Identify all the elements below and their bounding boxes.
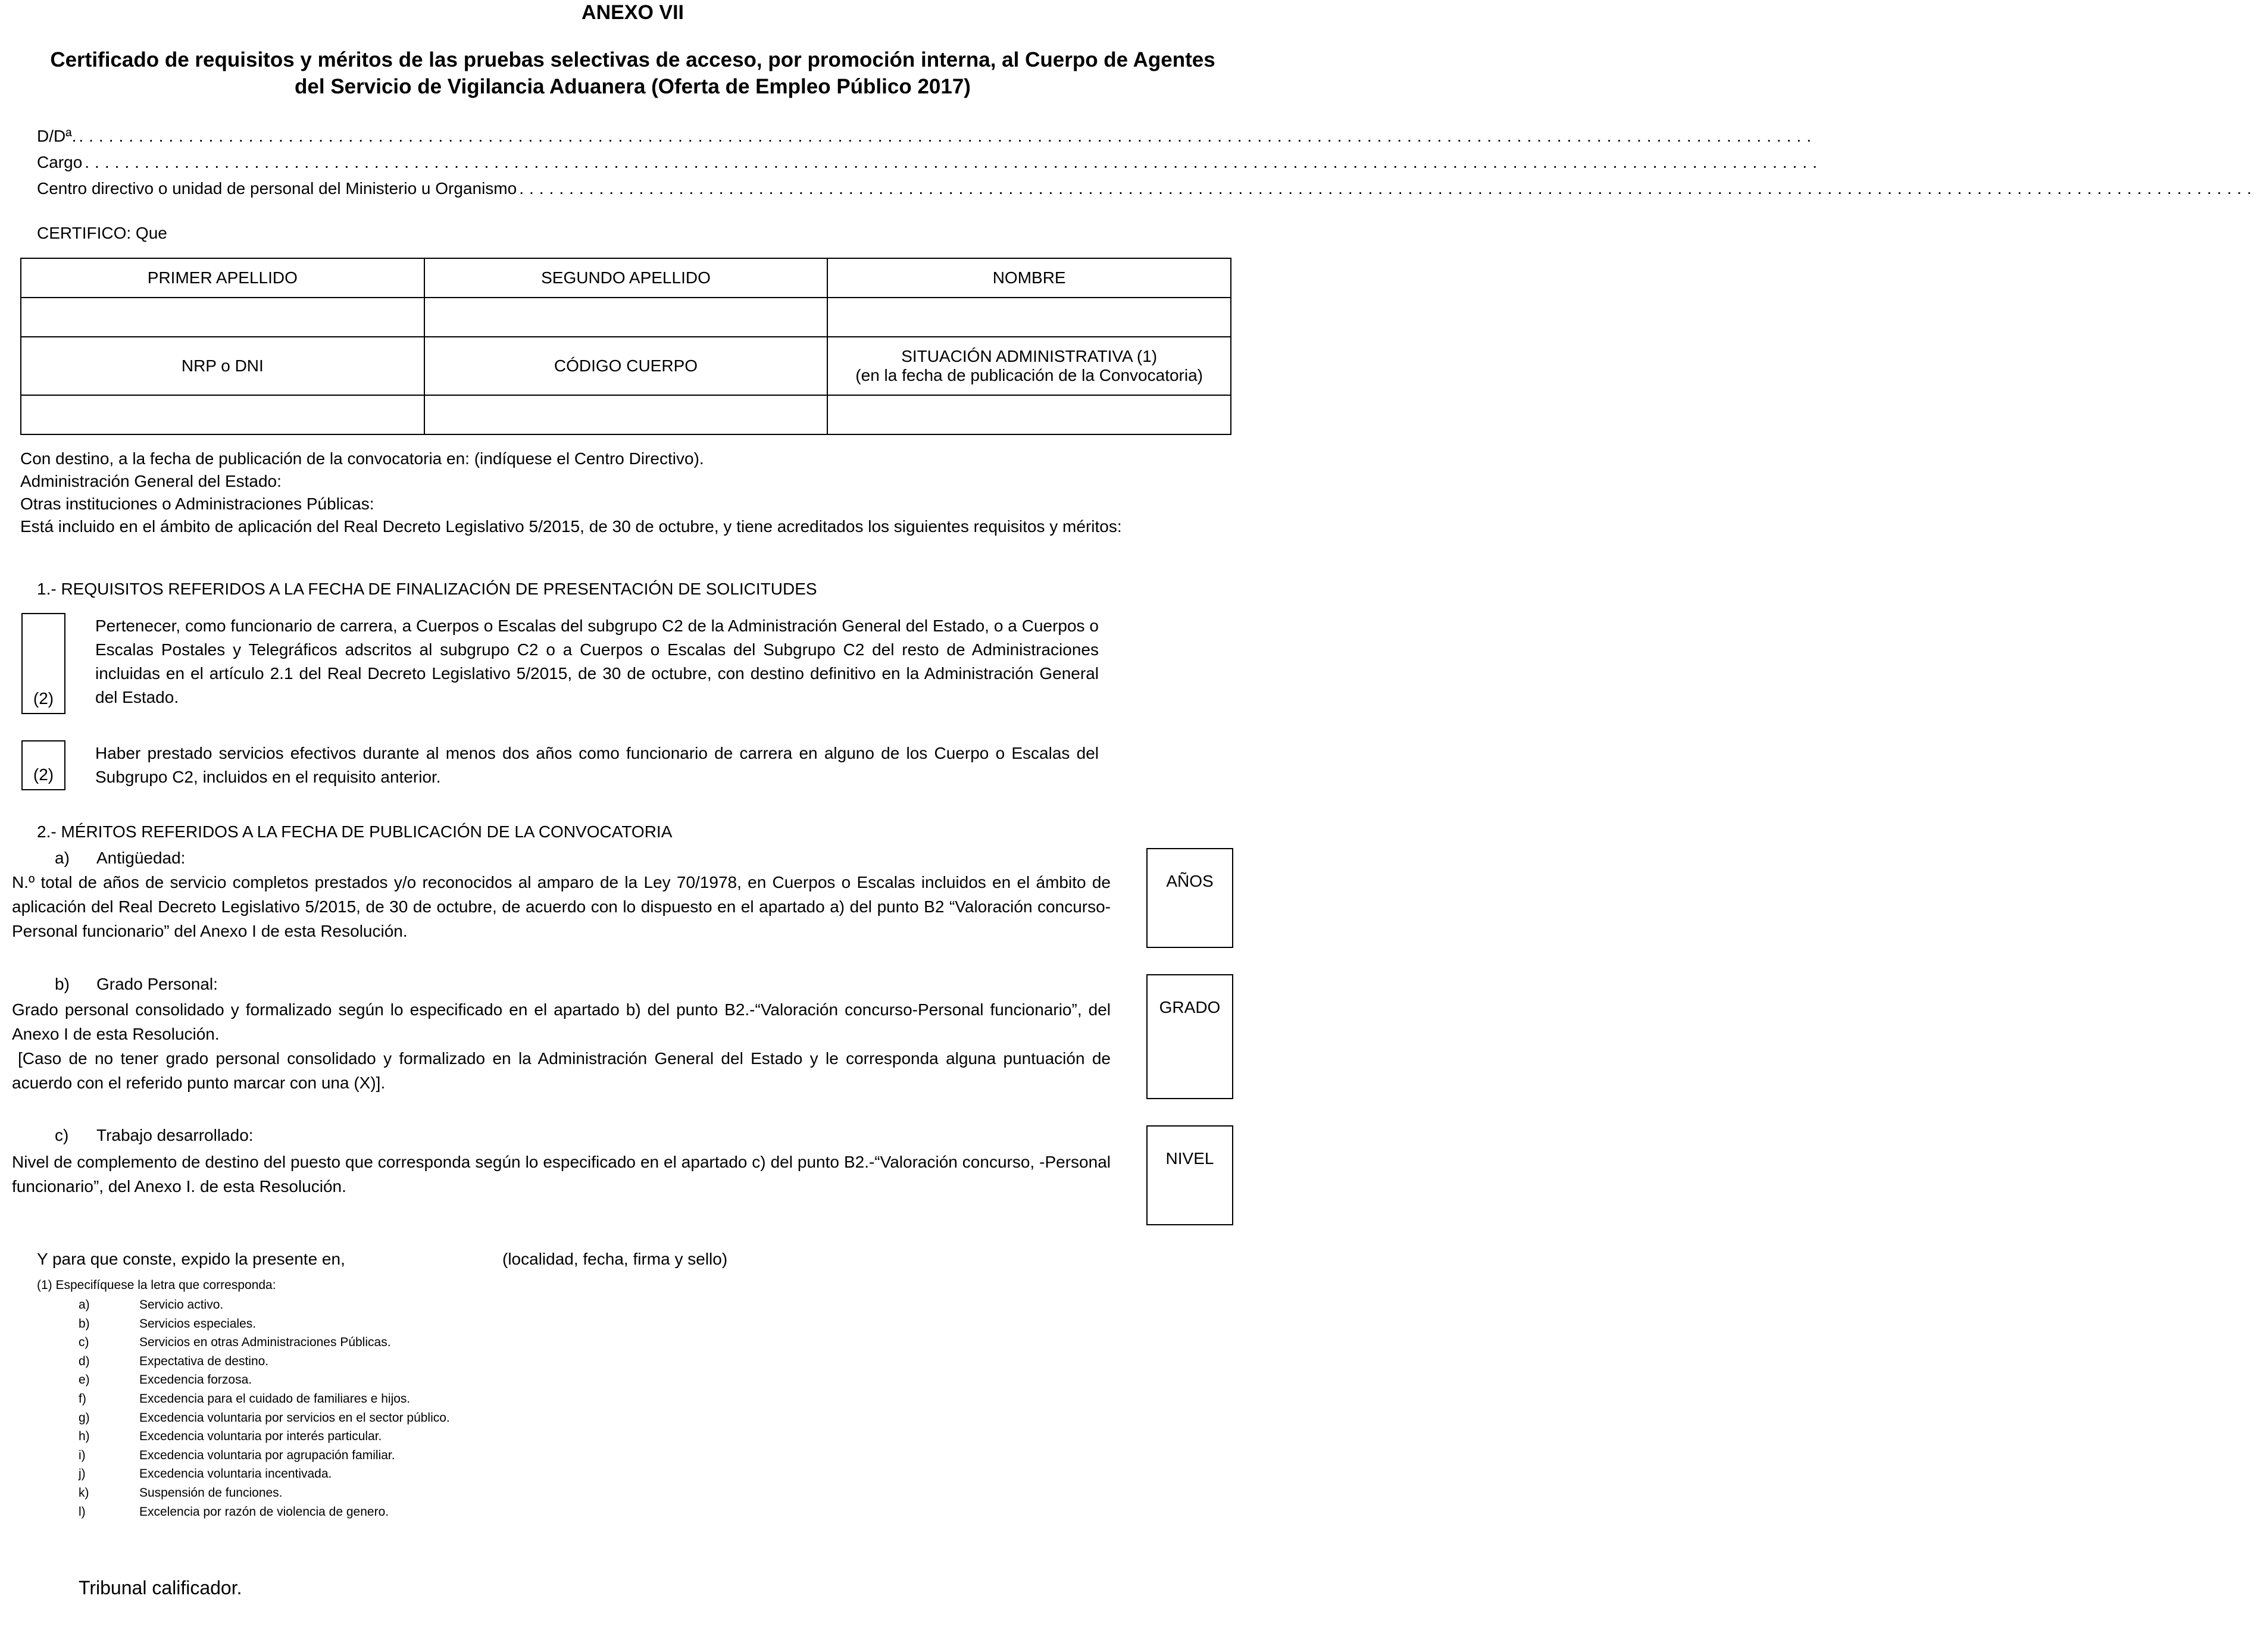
footnote-letter: d)	[79, 1354, 90, 1368]
footnote-text: Servicios especiales.	[139, 1316, 257, 1331]
merit-b-text2: [Caso de no tener grado personal consolidado y formalizado en la Administración General del Estado y le corresponda alguna puntuación de acuerdo con el referido punto marcar con una (X)].	[12, 1049, 1111, 1092]
section2-title: 2.- MÉRITOS REFERIDOS A LA FECHA DE PUBLICACIÓN DE LA CONVOCATORIA	[37, 822, 673, 841]
footnote-letter: b)	[79, 1316, 90, 1331]
footnote-letter: f)	[79, 1391, 86, 1406]
field-name-label: D/Dª.	[37, 127, 77, 145]
merit-b-text1: Grado personal consolidado y formalizado según lo especificado en el apartado b) del punto B2.-“Valoración concurso-Personal funcionario”, del Anexo I de esta Resolución.	[12, 1000, 1111, 1043]
merit-b-letter: b)	[55, 975, 70, 993]
footnote-letter: j)	[79, 1467, 86, 1481]
merit-c-text: Nivel de complemento de destino del puesto que corresponda según lo especificado en el apartado c) del punto B2.-“Valoración concurso, -Personal funcionario”, del Anexo I. de esta Resolución.	[12, 1153, 1111, 1196]
footnote-letter: h)	[79, 1429, 90, 1444]
footnote-title: (1) Especifíquese la letra que corresponda:	[37, 1278, 276, 1292]
footnote-item	[37, 1409, 450, 1428]
footnote-letter: l)	[79, 1504, 86, 1519]
situacion-line1: SITUACIÓN ADMINISTRATIVA (1)	[901, 347, 1158, 365]
field-name[interactable]	[37, 126, 1817, 152]
footnote-text: Excedencia forzosa.	[139, 1373, 252, 1387]
footnote-letter: g)	[79, 1410, 90, 1425]
footnote-item	[37, 1465, 450, 1484]
merit-c-letter: c)	[55, 1126, 69, 1144]
merit-a-letter: a)	[55, 849, 70, 867]
footnote-item	[37, 1447, 450, 1466]
footnote-item	[37, 1334, 450, 1353]
footnote-letter: e)	[79, 1373, 90, 1387]
footnote-item	[37, 1503, 450, 1522]
grado-box[interactable]: GRADO	[1146, 974, 1233, 1099]
merit-c-label: Trabajo desarrollado:	[96, 1126, 254, 1144]
merit-a-text: N.º total de años de servicio completos prestados y/o reconocidos al amparo de la Ley 70/1978, en Cuerpos o Escalas incluidos en el ámbito de aplicación del Real Decreto Legislativo 5/2015, de 30 de octubre, de acuerdo con lo dispuesto en el apartado a) del punto B2 “Valoración concurso-Personal funcionario” del Anexo I de esta Resolución.	[12, 873, 1111, 940]
field-centro-label: Centro directivo o unidad de personal del Ministerio u Organismo	[37, 179, 517, 198]
footnote-text: Excedencia voluntaria incentivada.	[139, 1467, 332, 1481]
header-primer-apellido: PRIMER APELLIDO	[21, 258, 424, 298]
footnote-text: Servicios en otras Administraciones Públicas.	[139, 1335, 391, 1350]
footnote-letter: k)	[79, 1485, 89, 1500]
footnote-text: Servicio activo.	[139, 1298, 224, 1312]
requirement1-text: Pertenecer, como funcionario de carrera, a Cuerpos o Escalas del subgrupo C2 de la Administración General del Estado, o a Cuerpos o Escalas Postales y Telegráficos adscritos al subgrupo C2 o a Cuerpos o Escalas del Subgrupo C2 del resto de Administraciones incluidas en el artículo 2.1 del Real Decreto Legislativo 5/2015, de 30 de octubre, con destino definitivo en la Administración General del Estado.	[95, 617, 1099, 706]
footnote-item	[37, 1428, 450, 1447]
footnote-item	[37, 1353, 450, 1372]
footnotes	[37, 1278, 450, 1522]
requirement1-checkbox[interactable]: (2)	[21, 613, 65, 714]
requirement2-text: Haber prestado servicios efectivos durante al menos dos años como funcionario de carrera en alguno de los Cuerpo o Escalas del Subgrupo C2, incluidos en el requisito anterior.	[95, 744, 1099, 786]
destino-block	[20, 448, 1122, 538]
header-segundo-apellido: SEGUNDO APELLIDO	[424, 258, 828, 298]
footnote-text: Excelencia por razón de violencia de genero.	[139, 1504, 389, 1519]
tribunal-label: Tribunal calificador.	[79, 1577, 242, 1598]
header-nrp-dni: NRP o DNI	[21, 337, 424, 395]
section1-title: 1.- REQUISITOS REFERIDOS A LA FECHA DE FINALIZACIÓN DE PRESENTACIÓN DE SOLICITUDES	[37, 580, 817, 598]
header-codigo-cuerpo: CÓDIGO CUERPO	[424, 337, 828, 395]
merit-a-label: Antigüedad:	[96, 849, 186, 867]
footnote-item	[37, 1371, 450, 1390]
destino-line2: Administración General del Estado:	[20, 472, 282, 490]
field-cargo[interactable]	[37, 152, 1823, 178]
field-cargo-label: Cargo	[37, 153, 83, 171]
cell-primer-apellido[interactable]	[21, 298, 424, 337]
annex-title: ANEXO VII	[582, 1, 684, 24]
footnote-letter: i)	[79, 1448, 86, 1462]
footnote-text: Excedencia para el cuidado de familiares e hijos.	[139, 1391, 411, 1406]
footnote-text: Excedencia voluntaria por agrupación familiar.	[139, 1448, 395, 1462]
footnote-text: Expectativa de destino.	[139, 1354, 269, 1368]
destino-line1: Con destino, a la fecha de publicación de la convocatoria en: (indíquese el Centro Directivo).	[20, 449, 704, 468]
situacion-line2: (en la fecha de publicación de la Convocatoria)	[855, 366, 1203, 384]
cell-nrp-dni[interactable]	[21, 395, 424, 434]
destino-line4: Está incluido en el ámbito de aplicación del Real Decreto Legislativo 5/2015, de 30 de octubre, y tiene acreditados los siguientes requisitos y méritos:	[20, 517, 1122, 536]
header-situacion-administrativa	[827, 337, 1231, 395]
field-name-dots: ..............................................................................................................................................................................	[79, 127, 1817, 145]
cell-situacion[interactable]	[827, 395, 1231, 434]
footnote-letter: c)	[79, 1335, 89, 1350]
field-cargo-dots: ..............................................................................................................................................................................	[85, 153, 1823, 171]
field-centro[interactable]	[37, 178, 2257, 204]
nivel-box[interactable]: NIVEL	[1146, 1125, 1233, 1225]
field-centro-dots: ..............................................................................................................................................................................	[519, 179, 2257, 198]
anos-box[interactable]: AÑOS	[1146, 848, 1233, 948]
footnote-letter: a)	[79, 1298, 90, 1312]
certificate-subtitle: Certificado de requisitos y méritos de las pruebas selectivas de acceso, por promoción interna, al Cuerpo de Agentes del Servicio de Vigilancia Aduanera (Oferta de Empleo Público 2017)	[50, 48, 1215, 98]
certifico-label: CERTIFICO: Que	[37, 224, 167, 242]
requirement2-checkbox[interactable]: (2)	[21, 740, 65, 790]
header-nombre: NOMBRE	[827, 258, 1231, 298]
footnote-item	[37, 1296, 450, 1315]
footnote-text: Excedencia voluntaria por interés particular.	[139, 1429, 382, 1444]
footnote-text: Suspensión de funciones.	[139, 1485, 283, 1500]
merit-b-label: Grado Personal:	[96, 975, 218, 993]
footnote-item	[37, 1484, 450, 1503]
cell-segundo-apellido[interactable]	[424, 298, 828, 337]
destino-line3: Otras instituciones o Administraciones Públicas:	[20, 495, 374, 513]
cell-nombre[interactable]	[827, 298, 1231, 337]
closing-signature-note: (localidad, fecha, firma y sello)	[502, 1250, 728, 1268]
header-fields	[37, 126, 2257, 204]
cell-codigo-cuerpo[interactable]	[424, 395, 828, 434]
footnote-item	[37, 1315, 450, 1334]
footnote-item	[37, 1390, 450, 1409]
footnote-text: Excedencia voluntaria por servicios en el sector público.	[139, 1410, 450, 1425]
closing-text: Y para que conste, expido la presente en,	[37, 1250, 345, 1268]
identity-table	[20, 258, 1231, 435]
